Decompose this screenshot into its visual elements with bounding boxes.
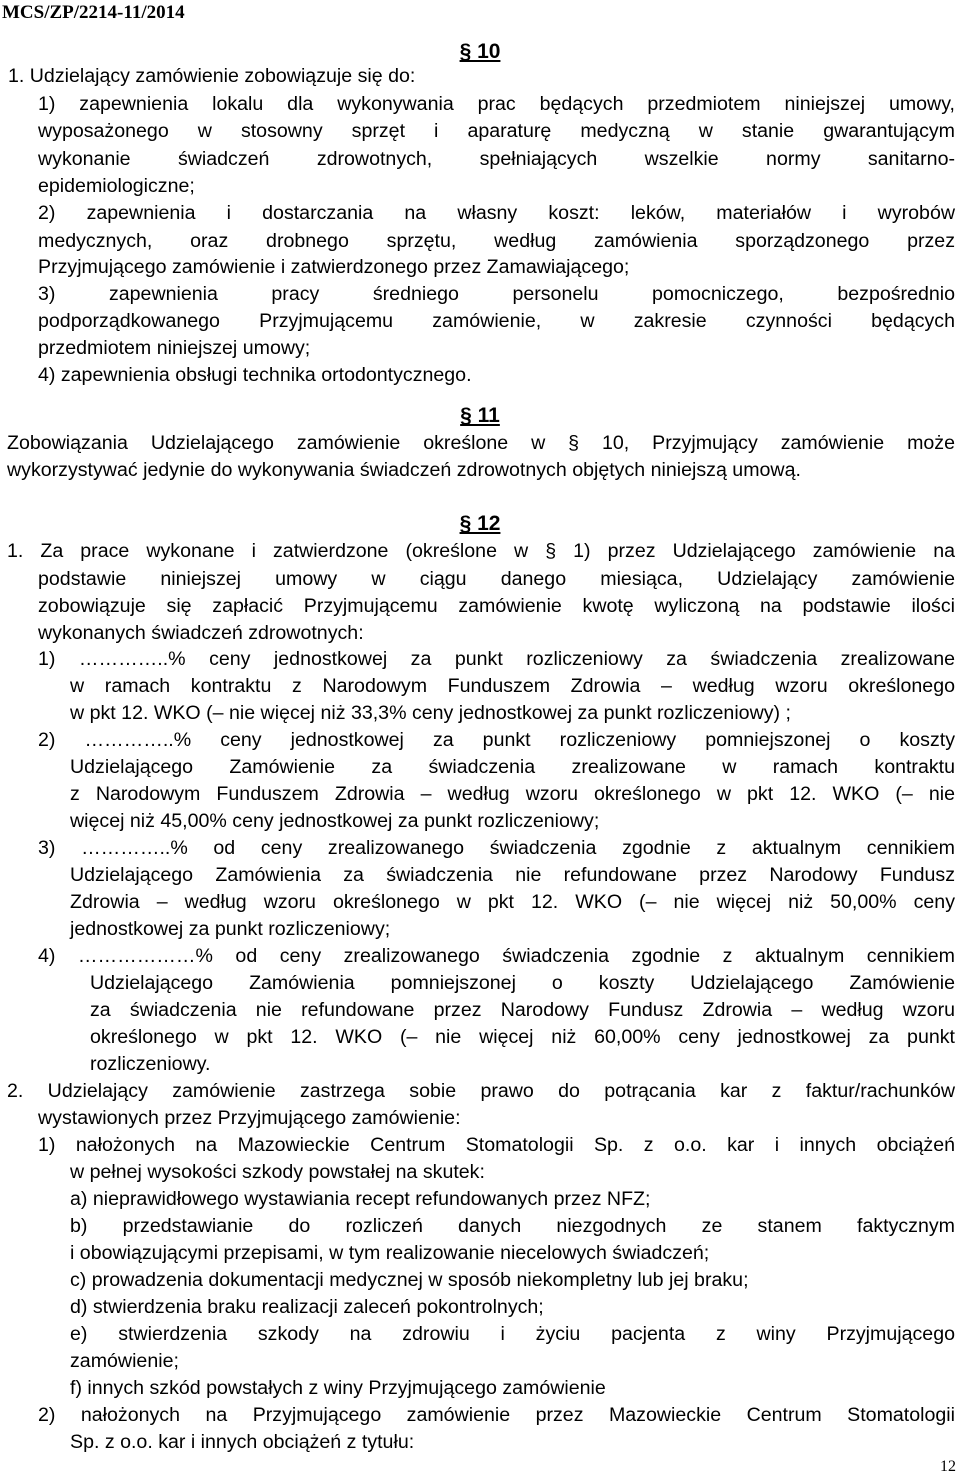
text-line: Udzielającego Zamówienia pomniejszonej o koszty Udzielającego Zamówienie [90, 972, 955, 994]
text-line: f) innych szkód powstałych z winy Przyjmującego zamówienie [70, 1377, 606, 1399]
text-line: wykonanie świadczeń zdrowotnych, spełniających wszelkie normy sanitarno- [38, 148, 955, 170]
text-line: z Narodowym Funduszem Zdrowia – według wzoru określonego w pkt 12. WKO (– nie [70, 783, 955, 805]
text-line: Zdrowia – według wzoru określonego w pkt 12. WKO (– nie więcej niż 50,00% ceny [70, 891, 955, 913]
text-line: e) stwierdzenia szkody na zdrowiu i życiu pacjenta z winy Przyjmującego [70, 1323, 955, 1345]
text-line: wykonanych świadczeń zdrowotnych: [38, 622, 364, 644]
text-line: 1. Udzielający zamówienie zobowiązuje się do: [8, 65, 416, 87]
text-line: 1) zapewnienia lokalu dla wykonywania prac będących przedmiotem niniejszej umowy, [38, 93, 955, 115]
text-line: wystawionych przez Przyjmującego zamówienie: [38, 1107, 461, 1129]
section-10-heading: § 10 [459, 40, 501, 63]
text-line: w ramach kontraktu z Narodowym Funduszem Zdrowia – według wzoru określonego [70, 675, 955, 697]
text-line: za świadczenia nie refundowane przez Narodowy Fundusz Zdrowia – według wzoru [90, 999, 955, 1021]
text-line: Sp. z o.o. kar i innych obciążeń z tytułu: [70, 1431, 415, 1453]
text-line: 1) …………..% ceny jednostkowej za punkt rozliczeniowy za świadczenia zrealizowane [38, 648, 955, 670]
text-line: medycznych, oraz drobnego sprzętu, według zamówienia sporządzonego przez [38, 230, 955, 252]
text-line: 3) zapewnienia pracy średniego personelu pomocniczego, bezpośrednio [38, 283, 955, 305]
text-line: d) stwierdzenia braku realizacji zaleceń pokontrolnych; [70, 1296, 544, 1318]
document-code: MCS/ZP/2214-11/2014 [2, 2, 185, 23]
text-line: 2) zapewnienia i dostarczania na własny koszt: leków, materiałów i wyrobów [38, 202, 955, 224]
text-line: c) prowadzenia dokumentacji medycznej w sposób niekompletny lub jej braku; [70, 1269, 749, 1291]
text-line: i obowiązującymi przepisami, w tym realizowanie niecelowych świadczeń; [70, 1242, 710, 1264]
text-line: przedmiotem niniejszej umowy; [38, 337, 311, 359]
text-line: b) przedstawianie do rozliczeń danych niezgodnych ze stanem faktycznym [70, 1215, 955, 1237]
text-line: jednostkowej za punkt rozliczeniowy; [70, 918, 391, 940]
text-line: epidemiologiczne; [38, 175, 195, 197]
text-line: 4) zapewnienia obsługi technika ortodontycznego. [38, 364, 472, 386]
text-line: 2) nałożonych na Przyjmującego zamówienie przez Mazowieckie Centrum Stomatologii [38, 1404, 955, 1426]
text-line: więcej niż 45,00% ceny jednostkowej za punkt rozliczeniowy; [70, 810, 600, 832]
text-line: 4) ………………% od ceny zrealizowanego świadczenia zgodnie z aktualnym cennikiem [38, 945, 955, 967]
text-line: określonego w pkt 12. WKO (– nie więcej niż 60,00% ceny jednostkowej za punkt [90, 1026, 955, 1048]
text-line: w pkt 12. WKO (– nie więcej niż 33,3% ceny jednostkowej za punkt rozliczeniowy) ; [70, 702, 791, 724]
text-line: rozliczeniowy. [90, 1053, 211, 1075]
section-12-heading: § 12 [459, 512, 501, 535]
text-line: Udzielającego Zamówienie za świadczenia zrealizowane w ramach kontraktu [70, 756, 955, 778]
text-line: 3) …………..% od ceny zrealizowanego świadczenia zgodnie z aktualnym cennikiem [38, 837, 955, 859]
text-line: w pełnej wysokości szkody powstałej na skutek: [70, 1161, 485, 1183]
text-line: wyposażonego w stosowny sprzęt i aparaturę medyczną w stanie gwarantującym [38, 120, 955, 142]
text-line: 2. Udzielający zamówienie zastrzega sobie prawo do potrącania kar z faktur/rachunków [7, 1080, 955, 1102]
section-11-heading: § 11 [460, 404, 500, 427]
text-line: Udzielającego Zamówienia za świadczenia nie refundowane przez Narodowy Fundusz [70, 864, 955, 886]
text-line: Zobowiązania Udzielającego zamówienie określone w § 10, Przyjmujący zamówienie może [7, 432, 955, 454]
text-line: podporządkowanego Przyjmującemu zamówienie, w zakresie czynności będących [38, 310, 955, 332]
text-line: zobowiązuje się zapłacić Przyjmującemu zamówienie kwotę wyliczoną na podstawie ilości [38, 595, 955, 617]
text-line: zamówienie; [70, 1350, 179, 1372]
text-line: wykorzystywać jedynie do wykonywania świadczeń zdrowotnych objętych niniejszą umową. [7, 459, 801, 481]
text-line: Przyjmującego zamówienie i zatwierdzonego przez Zamawiającego; [38, 256, 630, 278]
page-number: 12 [940, 1458, 956, 1475]
text-line: podstawie niniejszej umowy w ciągu danego miesiąca, Udzielający zamówienie [38, 568, 955, 590]
text-line: 2) …………..% ceny jednostkowej za punkt rozliczeniowy pomniejszonej o koszty [38, 729, 955, 751]
text-line: 1. Za prace wykonane i zatwierdzone (określone w § 1) przez Udzielającego zamówienie na [7, 540, 955, 562]
text-line: a) nieprawidłowego wystawiania recept refundowanych przez NFZ; [70, 1188, 651, 1210]
text-line: 1) nałożonych na Mazowieckie Centrum Stomatologii Sp. z o.o. kar i innych obciążeń [38, 1134, 955, 1156]
